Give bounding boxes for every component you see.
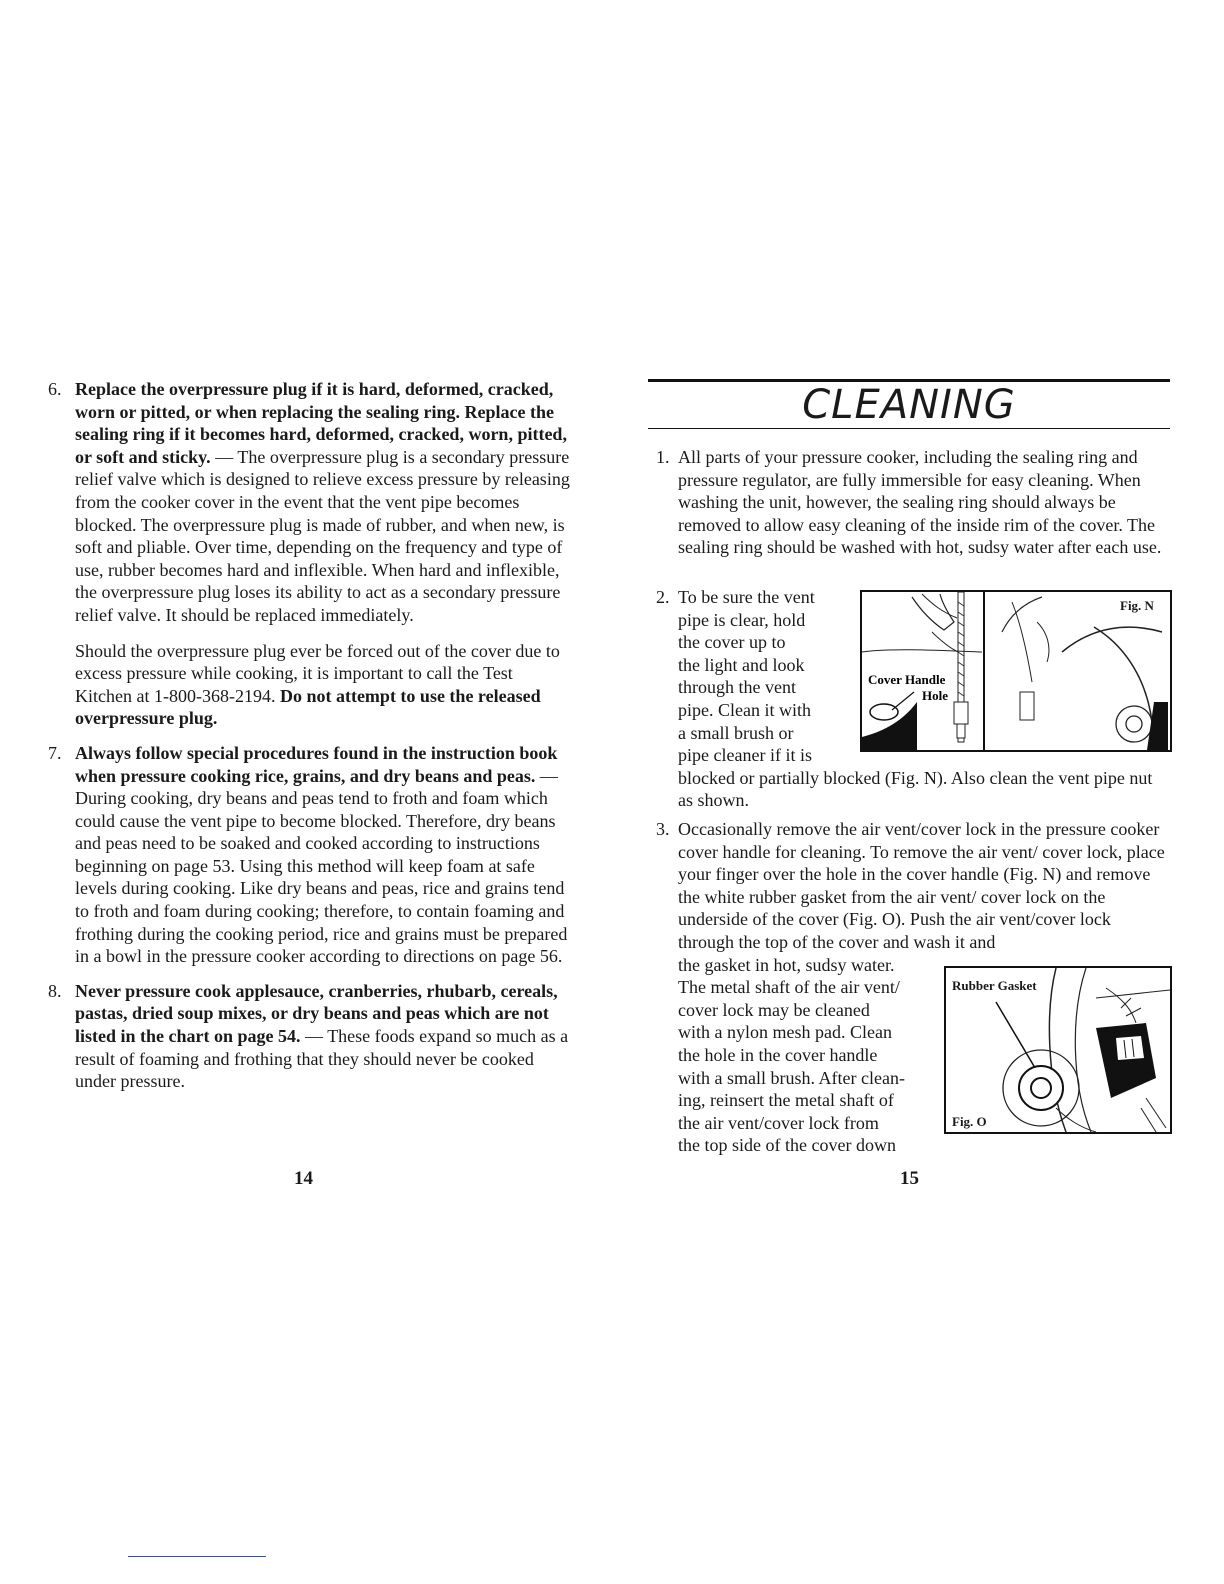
item-number: 1. — [656, 447, 670, 467]
item-tail: blocked or partially blocked (Fig. N). Also clean the vent pipe nut as shown. — [678, 767, 1153, 811]
list-item — [48, 378, 570, 730]
item-number: 2. — [656, 587, 670, 607]
page-number-right: 15 — [900, 1168, 919, 1189]
item-line: the hole in the cover handle — [678, 1044, 878, 1065]
item-text: Occasionally remove the air vent/cover lock in the pressure cooker cover handle for cleaning. To remove the air vent/ cover lock, place your finger over the hole in the cover handle (Fig. N) and remove the white rubber gasket from the air vent/ cover lock on the underside of the cover (Fig. O). Push the air vent/cover lock through the top of the cover and wash it and — [678, 819, 1165, 952]
item-line: the top side of the cover down — [678, 1135, 896, 1156]
fig-n-callout-1: Cover Handle — [868, 672, 946, 687]
item-bold-lead: Replace the overpressure plug if it is hard, deformed, cracked, worn or pitted, or when replacing the sealing ring. Replace the sealing ring if it becomes hard, deformed, cracked, worn, pitted, or soft and sticky. — [75, 379, 567, 467]
page-title: CLEANING — [802, 382, 1016, 428]
figure-n — [860, 590, 1172, 752]
item-number: 8. — [48, 980, 62, 1001]
fig-n-label: Fig. N — [1120, 598, 1154, 613]
item-line: the cover up to — [678, 632, 786, 653]
page-number-left: 14 — [294, 1168, 313, 1189]
item-number: 3. — [656, 819, 670, 839]
item-line: pipe. Clean it with — [678, 699, 811, 720]
list-item — [48, 742, 570, 968]
item-line: a small brush or — [678, 722, 794, 743]
figure-n-illustration — [862, 592, 1170, 750]
fig-n-callout-2: Hole — [922, 688, 948, 703]
heading-rule-bottom — [648, 428, 1170, 429]
item-para2-text: Should the overpressure plug ever be forced out of the cover due to excess pressure while cooking, it is important to call the Test Kitchen at 1-800-368-2194. — [75, 640, 560, 706]
item-line: cover lock may be cleaned — [678, 999, 870, 1020]
item-line: ing, reinsert the metal shaft of — [678, 1090, 894, 1111]
item-line: the gasket in hot, sudsy water. — [678, 954, 895, 975]
item-text: — During cooking, dry beans and peas tend to froth and foam which could cause the vent pipe to become blocked. Therefore, dry beans and peas need to be soaked and cooked according to instructions beginning on page 53. Using this method will keep foam at safe levels during cooking. Like dry beans and peas, rice and grains tend to froth and foam during cooking; therefore, to contain foaming and frothing during the cooking period, rice and grains must be prepared in a bowl in the pressure cooker according to directions on page 56. — [75, 765, 568, 967]
item-line: with a nylon mesh pad. Clean — [678, 1022, 892, 1043]
item-text: — The overpressure plug is a secondary pressure relief valve which is designed to relieve excess pressure by releasing from the cooker cover in the event that the vent pipe becomes blocked. The overpressure plug is made of rubber, and when new, is soft and pliable. Over time, depending on the frequency and type of use, rubber becomes hard and inflexible. When hard and inflexible, the overpressure plug loses its ability to act as a secondary pressure relief valve. It should be replaced immediately. — [75, 446, 570, 625]
item-line: To be sure the vent — [678, 587, 815, 607]
item-line: through the vent — [678, 677, 796, 698]
figure-o — [944, 966, 1172, 1134]
item-text: — These foods expand so much as a result of foaming and frothing that they should never be cooked under pressure. — [75, 1026, 569, 1092]
item-line: pipe is clear, hold — [678, 609, 806, 630]
item-line: pipe cleaner if it is — [678, 745, 812, 766]
item-text: All parts of your pressure cooker, including the sealing ring and pressure regulator, are fully immersible for easy cleaning. When washing the unit, however, the sealing ring should always be removed to allow easy cleaning of the inside rim of the cover. The sealing ring should be washed with hot, sudsy water after each use. — [678, 447, 1162, 558]
item-para2-bold: Do not attempt to use the released overpressure plug. — [75, 685, 541, 729]
item-line: the light and look — [678, 654, 805, 675]
cleaning-item-1 — [648, 446, 1170, 559]
item-line: the air vent/cover lock from — [678, 1112, 879, 1133]
item-line: with a small brush. After clean- — [678, 1067, 905, 1088]
footer-line — [128, 1556, 266, 1557]
item-bold-lead: Always follow special procedures found in the instruction book when pressure cooking rice, grains, and dry beans and peas. — [75, 742, 558, 786]
left-page — [48, 378, 570, 1105]
item-number: 6. — [48, 379, 62, 399]
item-line: The metal shaft of the air vent/ — [678, 977, 900, 998]
list-item — [48, 980, 570, 1093]
fig-o-callout: Rubber Gasket — [952, 978, 1037, 993]
item-number: 7. — [48, 742, 62, 763]
fig-o-label: Fig. O — [952, 1114, 987, 1129]
item-bold-lead: Never pressure cook applesauce, cranberries, rhubarb, cereals, pastas, dried soup mixes, or dry beans and peas which are not listed in the chart on page 54. — [75, 980, 558, 1047]
